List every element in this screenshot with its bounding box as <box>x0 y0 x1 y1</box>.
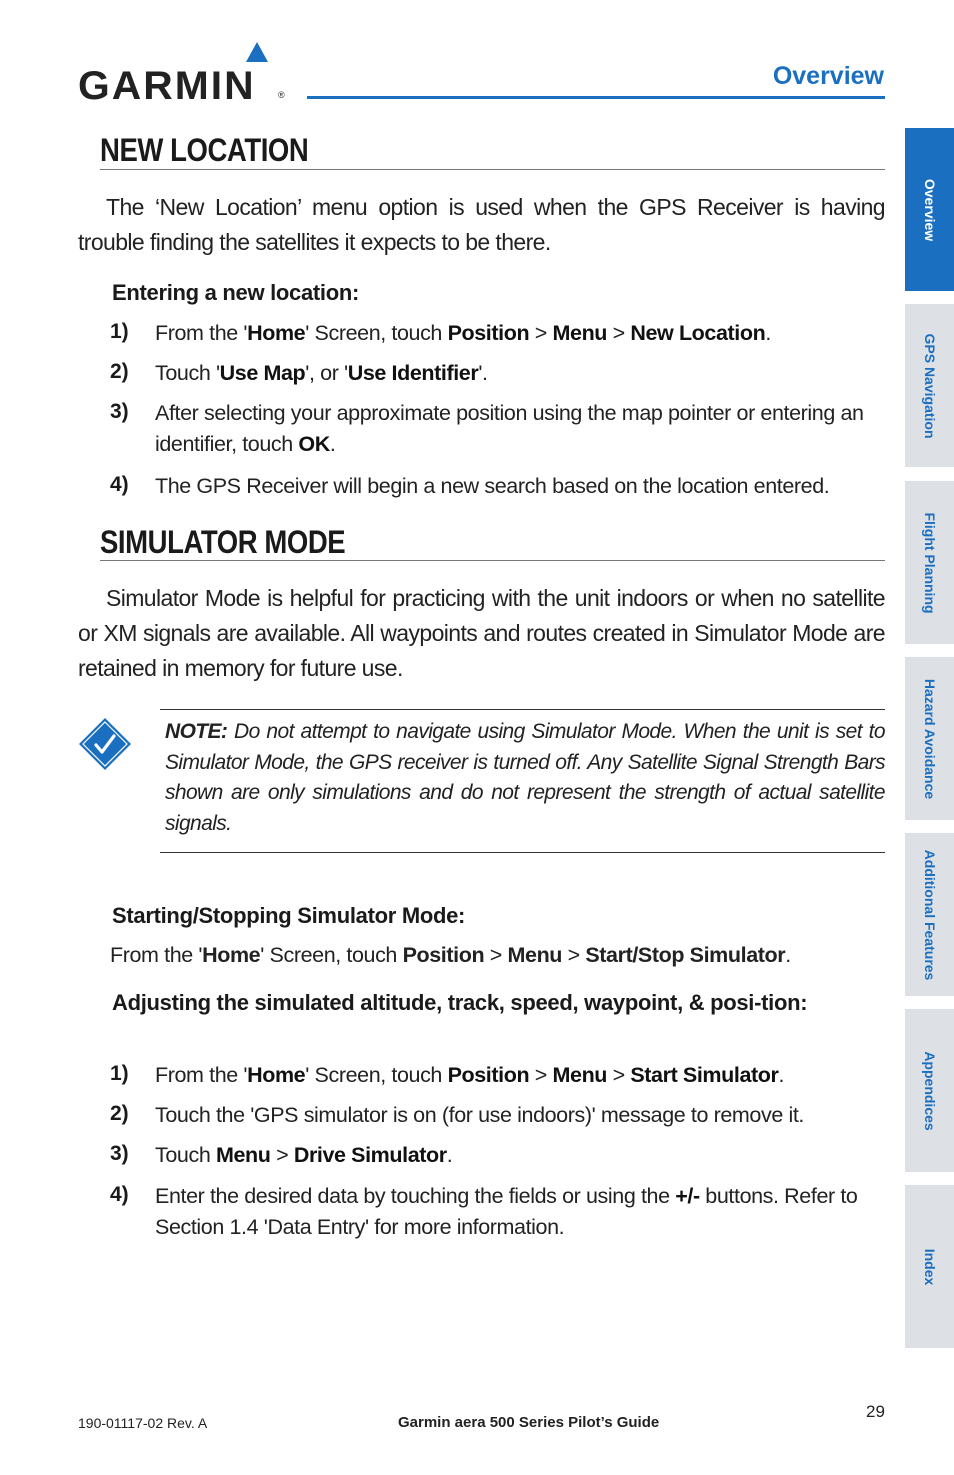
step-text <box>155 471 885 502</box>
note-body: Do not attempt to navigate using Simulator Mode. When the unit is set to Simulator Mode, the GPS receiver is turned off. Any Satellite Signal Strength Bars shown are only simulations and do not represent the strength of actual satellite signals. <box>165 720 885 835</box>
step-text-run: '. <box>478 361 488 385</box>
tab-gps-navigation[interactable] <box>905 304 954 467</box>
ui-term: +/- <box>675 1184 700 1208</box>
step-text-run: . <box>785 943 791 967</box>
step-text-run: Touch <box>155 1143 216 1167</box>
step-text-run: > <box>529 321 553 345</box>
ui-term: Position <box>447 321 530 345</box>
step-number: 4) <box>110 473 129 496</box>
ui-term: Menu <box>552 1063 608 1087</box>
ui-term: Home <box>247 1063 306 1087</box>
step-text-run: From the ' <box>155 321 248 345</box>
step-text-run: > <box>562 943 586 967</box>
tab-label: GPS Navigation <box>921 332 938 439</box>
step-text-run: Touch ' <box>155 361 220 385</box>
step-text <box>155 1140 885 1171</box>
ui-term: Start Simulator <box>630 1063 779 1087</box>
step-text-run: Enter the desired data by touching the fields or using the <box>155 1184 676 1208</box>
ui-term: Position <box>447 1063 530 1087</box>
garmin-logo <box>78 42 288 108</box>
step-text <box>155 398 885 460</box>
tab-label: Overview <box>921 178 938 241</box>
note-bottom-rule <box>160 852 885 853</box>
step-number: 1) <box>110 1062 129 1085</box>
simulator-heading: SIMULATOR MODE <box>100 524 346 560</box>
ui-term: Drive Simulator <box>293 1143 447 1167</box>
new-location-intro <box>78 190 885 260</box>
step-text <box>155 1060 885 1091</box>
new-location-subheading: Entering a new location: <box>112 280 360 305</box>
step-text-run: From the ' <box>110 943 203 967</box>
note-text <box>165 717 885 839</box>
tab-appendices[interactable] <box>905 1009 954 1172</box>
page-number: 29 <box>866 1402 885 1421</box>
step-text <box>155 318 885 349</box>
step-number: 3) <box>110 1142 129 1165</box>
tab-additional-features[interactable] <box>905 833 954 996</box>
step-text-run: ' Screen, touch <box>305 1063 448 1087</box>
ui-term: Menu <box>507 943 563 967</box>
step-text <box>155 1100 885 1131</box>
logo-registered-mark: ® <box>278 90 285 100</box>
step-text-run: ' Screen, touch <box>305 321 448 345</box>
step-text-run: > <box>529 1063 553 1087</box>
step-text-run: buttons. Refer to Section 1.4 'Data Entry' for more information. <box>155 1184 858 1239</box>
section-label: Overview <box>772 62 884 90</box>
ui-term: Home <box>247 321 306 345</box>
step-text-run: The GPS Receiver will begin a new search based on the location entered. <box>155 474 830 498</box>
tab-flight-planning[interactable] <box>905 481 954 644</box>
logo-wordmark: GARMIN <box>78 64 256 108</box>
simulator-intro-text: Simulator Mode is helpful for practicing with the unit indoors or when no satellite or XM signals are available. All waypoints and routes created in Simulator Mode are retained in memory for future use. <box>78 585 885 681</box>
step-number: 3) <box>110 400 129 423</box>
step-text-run: Touch the 'GPS simulator is on (for use indoors)' message to remove it. <box>155 1103 804 1127</box>
note-label: NOTE: <box>165 720 228 743</box>
step-number: 2) <box>110 1102 129 1125</box>
tab-overview[interactable] <box>905 128 954 291</box>
tab-index[interactable] <box>905 1185 954 1348</box>
note-check-icon <box>78 717 132 771</box>
ui-term: Menu <box>215 1143 271 1167</box>
simulator-adjust-subheading: Adjusting the simulated altitude, track, speed, waypoint, & posi-tion: <box>112 990 808 1015</box>
logo-triangle-icon <box>246 42 268 62</box>
ui-term: Home <box>202 943 261 967</box>
footer-doc-number: 190-01117-02 Rev. A <box>78 1415 208 1431</box>
step-text-run: ', or ' <box>305 361 348 385</box>
step-number: 1) <box>110 320 129 343</box>
tab-label: Flight Planning <box>921 511 938 614</box>
simulator-start-subheading: Starting/Stopping Simulator Mode: <box>112 903 466 928</box>
tab-label: Index <box>921 1248 938 1285</box>
step-text-run: . <box>329 432 336 456</box>
step-text-run: > <box>484 943 508 967</box>
note-top-rule <box>160 709 885 710</box>
new-location-intro-text: The ‘New Location’ menu option is used when the GPS Receiver is having trouble finding the satellites it expects to be there. <box>78 194 885 255</box>
step-text-run: > <box>270 1143 294 1167</box>
ui-term: New Location <box>630 321 766 345</box>
footer-title: Garmin aera 500 Series Pilot’s Guide <box>398 1414 660 1431</box>
simulator-start-instruction <box>110 943 791 968</box>
ui-term: Position <box>402 943 485 967</box>
step-number: 2) <box>110 360 129 383</box>
heading-rule <box>100 169 885 170</box>
ui-term: Use Map <box>219 361 306 385</box>
ui-term: Menu <box>552 321 608 345</box>
tab-label: Additional Features <box>921 849 938 980</box>
step-number: 4) <box>110 1183 129 1206</box>
step-text-run: From the ' <box>155 1063 248 1087</box>
header-rule <box>307 96 885 99</box>
tab-label: Hazard Avoidance <box>921 678 938 799</box>
ui-term: Start/Stop Simulator <box>585 943 786 967</box>
new-location-heading: NEW LOCATION <box>100 132 309 168</box>
step-text-run: After selecting your approximate position using the map pointer or entering an identifier, touch <box>155 401 864 456</box>
heading-rule <box>100 560 885 561</box>
step-text-run: > <box>607 321 631 345</box>
step-text-run: ' Screen, touch <box>260 943 403 967</box>
tab-hazard-avoidance[interactable] <box>905 657 954 820</box>
simulator-intro <box>78 581 885 686</box>
step-text-run: > <box>607 1063 631 1087</box>
step-text <box>155 1181 885 1243</box>
tab-label: Appendices <box>921 1050 938 1131</box>
step-text-run: . <box>778 1063 785 1087</box>
step-text <box>155 358 885 389</box>
ui-term: Use Identifier <box>347 361 479 385</box>
step-text-run: . <box>446 1143 453 1167</box>
step-text-run: . <box>765 321 771 345</box>
ui-term: OK <box>298 432 330 456</box>
